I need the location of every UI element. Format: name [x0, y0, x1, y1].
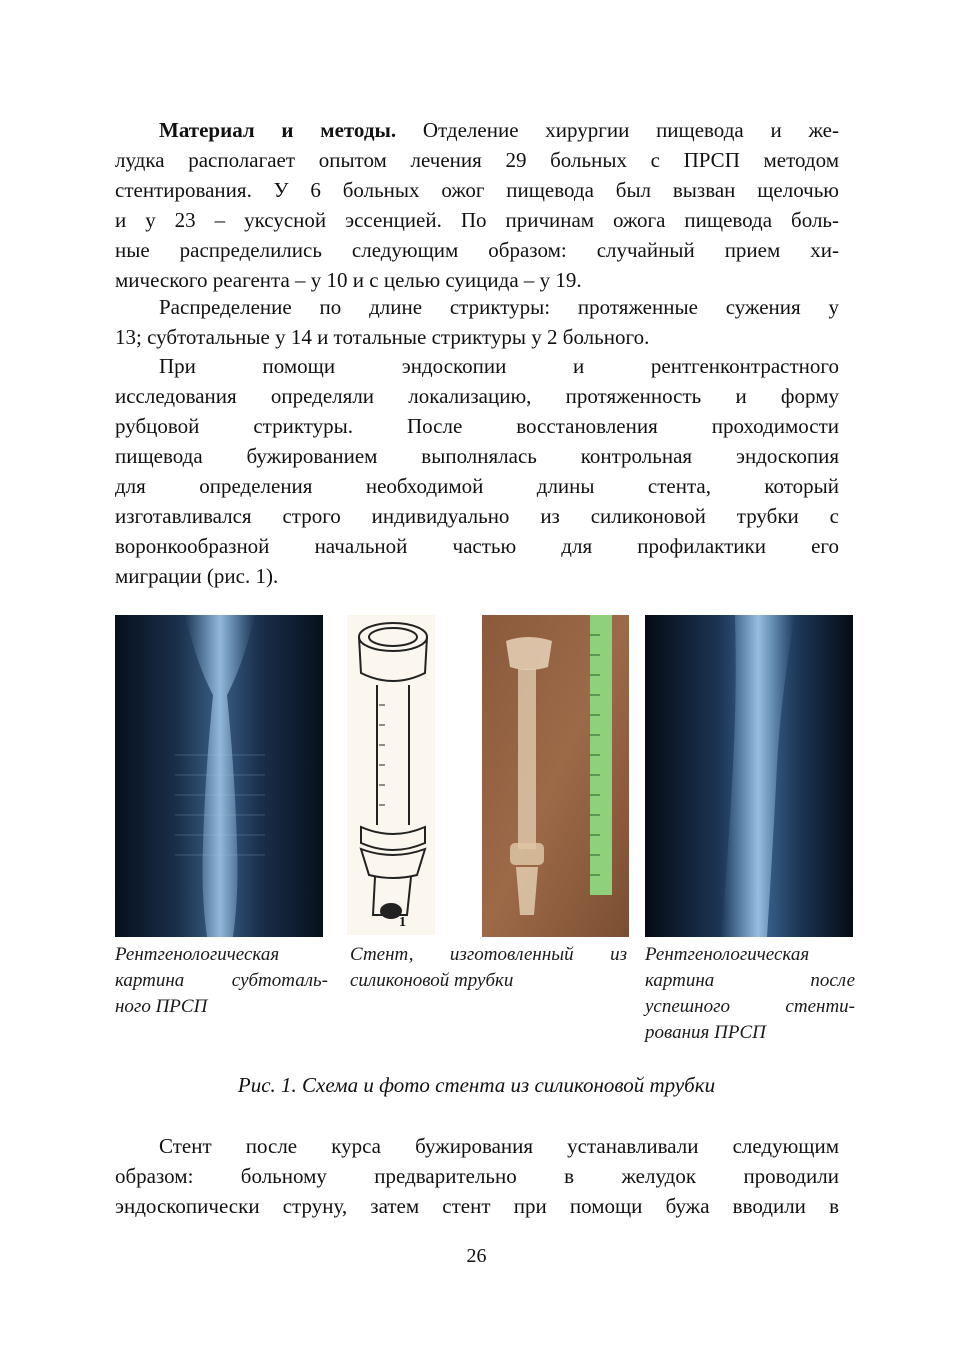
- caption-xray-before: Рентгенологическая картина субтоталь- ного ПРСП: [115, 944, 328, 1017]
- text-line: 13; субтотальные у 14 и тотальные стриктуры у 2 больного.: [115, 325, 650, 349]
- text-line: пищевода бужированием выполнялась контрольная эндоскопия: [115, 444, 839, 468]
- page-number: 26: [466, 1245, 487, 1267]
- text-line: ные распределились следующим образом: случайный прием хи-: [115, 238, 839, 262]
- text-line: и у 23 – уксусной эссенцией. По причинам ожога пищевода боль-: [115, 208, 839, 232]
- paragraph-endoscopy: [115, 351, 839, 591]
- figure-caption: Рис. 1. Схема и фото стента из силиконовой трубки: [237, 1073, 716, 1097]
- text-line: стентирования. У 6 больных ожог пищевода был вызван щелочью: [115, 178, 839, 202]
- text-line: исследования определяли локализацию, протяженность и форму: [115, 384, 839, 408]
- text-line: лудка располагает опытом лечения 29 больных с ПРСП методом: [115, 148, 839, 172]
- text-line: Материал и методы. Отделение хирургии пищевода и же-: [159, 118, 839, 142]
- stent-drawing-image: [347, 615, 435, 935]
- xray-after-image: [645, 615, 853, 937]
- section-heading: Материал и методы.: [159, 118, 397, 142]
- text-line: для определения необходимой длины стента, который: [115, 474, 839, 498]
- paragraph-methods: [115, 115, 839, 295]
- text-line: образом: больному предварительно в желудок проводили: [115, 1164, 839, 1188]
- text-line: изготавливался строго индивидуально из силиконовой трубки с: [115, 504, 839, 528]
- drawing-number-label: 1: [399, 915, 406, 930]
- paragraph-stent-installation: [115, 1131, 839, 1221]
- text-line: эндоскопически струну, затем стент при помощи бужа вводили в: [115, 1194, 839, 1218]
- text-line: воронкообразной начальной частью для профилактики его: [115, 534, 839, 558]
- text-line: Распределение по длине стриктуры: протяженные сужения у: [159, 295, 839, 319]
- text-line: миграции (рис. 1).: [115, 564, 279, 588]
- xray-before-image: [115, 615, 323, 937]
- text-line: Стент после курса бужирования устанавливали следующим: [159, 1134, 839, 1158]
- text-line: рубцовой стриктуры. После восстановления проходимости: [115, 414, 839, 438]
- stent-photo-image: [482, 615, 629, 937]
- caption-stent: Стент, изготовленный из силиконовой трубки: [350, 944, 627, 991]
- text-line: При помощи эндоскопии и рентгенконтрастного: [159, 354, 839, 378]
- paragraph-distribution: [115, 292, 839, 352]
- caption-xray-after: Рентгенологическая картина после успешного стенти- рования ПРСП: [645, 944, 855, 1043]
- text-line: мического реагента – у 10 и с целью суицида – у 19.: [115, 268, 582, 292]
